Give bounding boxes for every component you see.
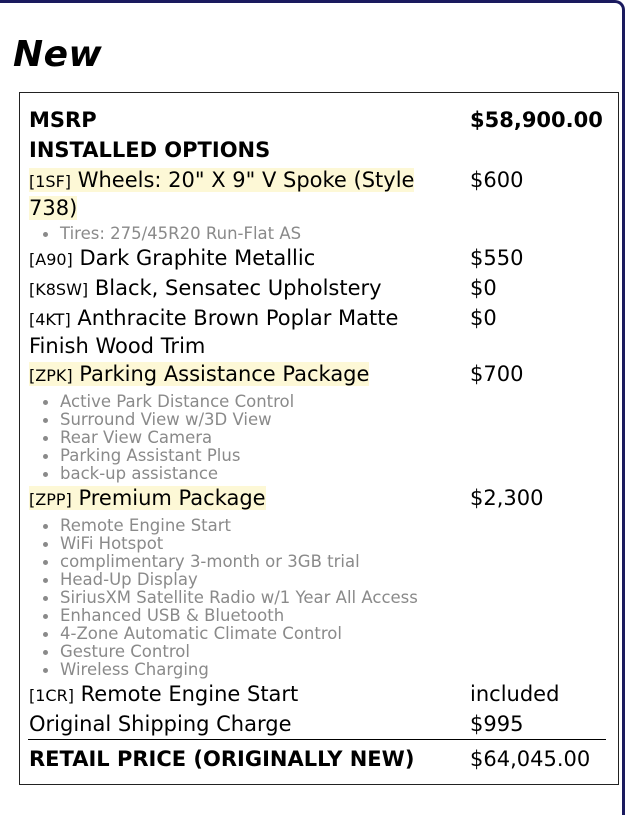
detail-item: Enhanced USB & Bluetooth: [41, 607, 418, 625]
option-code: [ZPP]: [29, 490, 72, 509]
detail-item: 4-Zone Automatic Climate Control: [41, 625, 418, 643]
total-divider: [28, 739, 606, 740]
option-code: [A90]: [29, 250, 73, 269]
detail-item: Head-Up Display: [41, 571, 418, 589]
detail-item: Active Park Distance Control: [41, 393, 294, 411]
option-label: [29, 167, 454, 221]
shipping-price: $995: [470, 712, 524, 736]
msrp-label: MSRP: [29, 108, 97, 132]
detail-item: Gesture Control: [41, 643, 418, 661]
option-label: [29, 485, 454, 513]
detail-item: SiriusXM Satellite Radio w/1 Year All Access: [41, 589, 418, 607]
total-label: RETAIL PRICE (ORIGINALLY NEW): [29, 747, 415, 771]
installed-options-heading: INSTALLED OPTIONS: [29, 138, 271, 162]
option-label: [29, 245, 454, 273]
option-label: [29, 361, 454, 389]
detail-item: Surround View w/3D View: [41, 411, 294, 429]
option-code: [K8SW]: [29, 280, 89, 299]
option-price: $0: [470, 306, 497, 330]
option-name: Wheels: 20" X 9" V Spoke (Style 738): [29, 168, 415, 220]
option-label: [29, 681, 454, 709]
option-name: Premium Package: [78, 486, 266, 510]
detail-item: complimentary 3-month or 3GB trial: [41, 553, 418, 571]
option-price: $600: [470, 168, 524, 192]
shipping-label: Original Shipping Charge: [29, 712, 292, 736]
option-details-wheels: [41, 225, 301, 243]
total-price: $64,045.00: [470, 747, 591, 771]
option-price: $700: [470, 362, 524, 386]
detail-item: back-up assistance: [41, 465, 294, 483]
detail-item: Parking Assistant Plus: [41, 447, 294, 465]
detail-item: Wireless Charging: [41, 661, 418, 679]
detail-item: Remote Engine Start: [41, 517, 418, 535]
option-details-parking-package: [41, 393, 294, 483]
option-name: Anthracite Brown Poplar Matte Finish Wood Trim: [29, 306, 399, 358]
option-name: Black, Sensatec Upholstery: [94, 276, 382, 300]
msrp-price: $58,900.00: [470, 108, 603, 132]
option-code: [ZPK]: [29, 366, 73, 385]
option-name: Dark Graphite Metallic: [79, 246, 316, 270]
option-price: $0: [470, 276, 497, 300]
detail-item: Tires: 275/45R20 Run-Flat AS: [41, 225, 301, 243]
option-name: Remote Engine Start: [80, 682, 299, 706]
option-price: $2,300: [470, 486, 544, 510]
option-code: [1CR]: [29, 686, 74, 705]
option-code: [4KT]: [29, 310, 71, 329]
option-name: Parking Assistance Package: [79, 362, 370, 386]
option-label: [29, 275, 454, 303]
option-details-premium-package: [41, 517, 418, 679]
detail-item: WiFi Hotspot: [41, 535, 418, 553]
page-title: New: [13, 34, 103, 75]
option-price: included: [470, 682, 560, 706]
option-code: [1SF]: [29, 172, 72, 191]
option-price: $550: [470, 246, 524, 270]
window-sticker: [19, 92, 619, 785]
detail-item: Rear View Camera: [41, 429, 294, 447]
option-label: [29, 305, 454, 359]
